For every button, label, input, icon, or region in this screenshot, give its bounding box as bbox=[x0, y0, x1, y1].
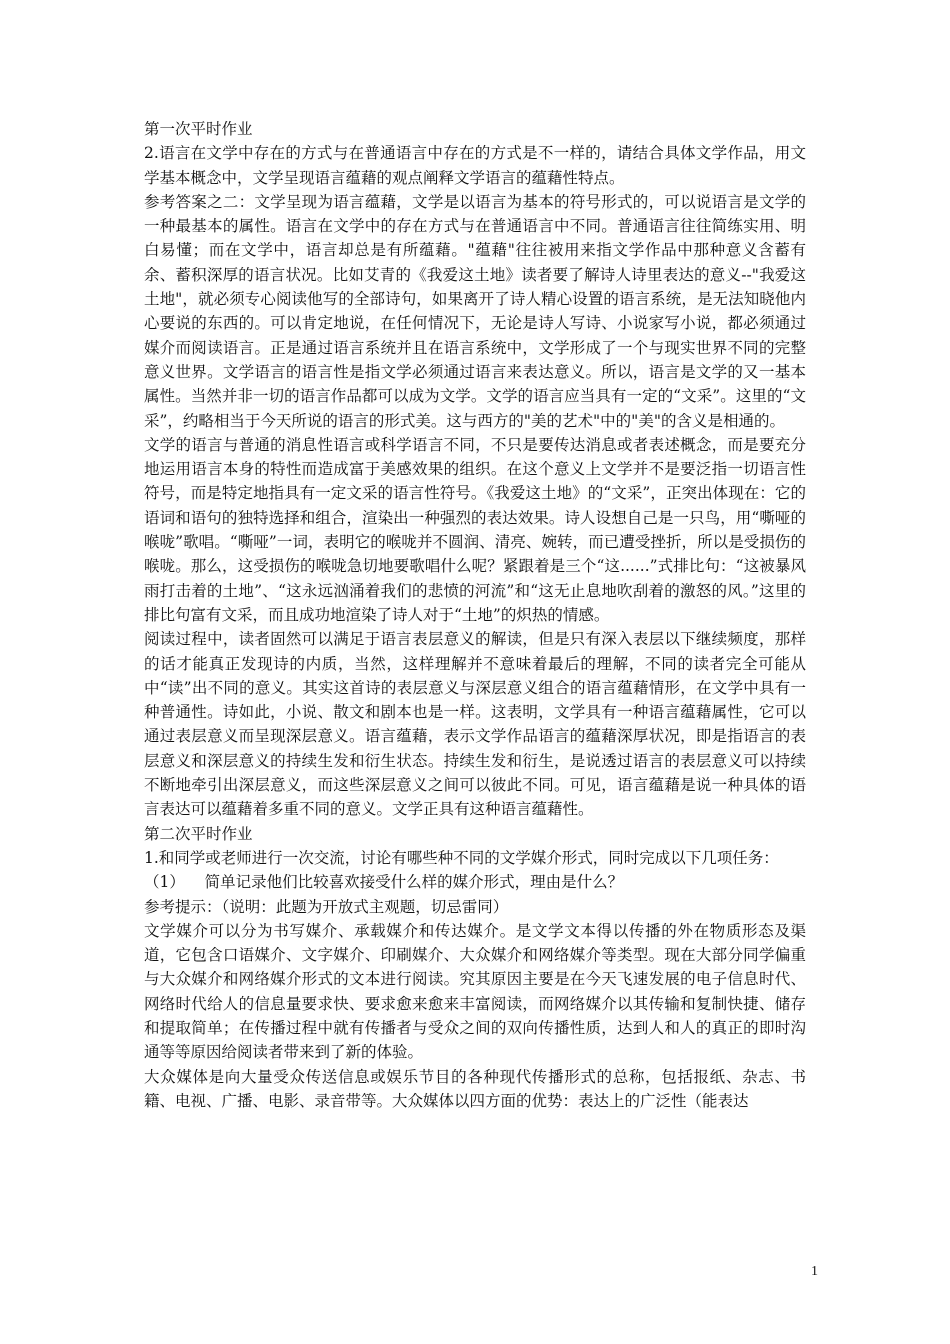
answer-hint: 参考提示：（说明：此题为开放式主观题，切忌雷同） bbox=[144, 897, 509, 916]
answer-paragraph: 参考答案之二：文学呈现为语言蕴藉，文学是以语言为基本的符号形式的，可以说语言是文学的一种最基本的属性。语言在文学中的存在方式与在普通语言中不同。普通语言往往简练实用、明白易懂；而在文学中，语言却总是有所蕴藉。"蕴藉"往往被用来指文学作品中那种意义含蓄有余、蓄积深厚的语言状况。比如艾青的《我爱这土地》读者要了解诗人诗里表达的意义--"我爱这土地"，就必须专心阅读他写的全部诗句，如果离开了诗人精心设置的语言系统，是无法知晓他内心要说的东西的。可以肯定地说，在任何情况下，无论是诗人写诗、小说家写小说，都必须通过媒介而阅读语言。正是通过语言系统并且在语言系统中，文学形成了一个与现实世界不同的完整意义世界。文学语言的语言性是指文学必须通过语言来表达意义。所以，语言是文学的又一基本属性。当然并非一切的语言作品都可以成为文学。文学的语言应当具有一定的“文采”。这里的“文采”，约略相当于今天所说的语言的形式美。这与西方的"美的艺术"中的"美"的含义是相通的。 bbox=[144, 192, 806, 430]
answer-paragraph: 文学媒介可以分为书写媒介、承载媒介和传达媒介。是文学文本得以传播的外在物质形态及渠道，它包含口语媒介、文字媒介、印刷媒介、大众媒介和网络媒介等类型。现在大部分同学偏重与大众媒介和网络媒介形式的文本进行阅读。究其原因主要是在今天飞速发展的电子信息时代、网络时代给人的信息量要求快、要求愈来愈来丰富阅读，而网络媒介以其传输和复制快捷、储存和提取简单；在传播过程中就有传播者与受众之间的双向传播性质，达到人和人的真正的即时沟通等等原因给阅读者带来到了新的体验。 bbox=[144, 921, 806, 1062]
heading-first-assignment: 第一次平时作业 bbox=[144, 120, 253, 138]
answer-paragraph: 文学的语言与普通的消息性语言或科学语言不同，不只是要传达消息或者表述概念，而是要充分地运用语言本身的特性而造成富于美感效果的组织。在这个意义上文学并不是要泛指一切语言性符号，而是特定地指具有一定文采的语言性符号。《我爱这土地》的“文采”，正突出体现在：它的语词和语句的独特选择和组合，渲染出一种强烈的表达效果。诗人设想自己是一只鸟，用“嘶哑的喉咙”歌唱。“嘶哑”一词，表明它的喉咙并不圆润、清亮、婉转，而已遭受挫折，所以是受损伤的喉咙。那么，这受损伤的喉咙急切地要歌唱什么呢？紧跟着是三个“这......”式排比句：“这被暴风雨打击着的土地”、“这永远汹涌着我们的悲愤的河流”和“这无止息地吹刮着的激怒的风。”这里的排比句富有文采，而且成功地渲染了诗人对于“土地”的炽热的情感。 bbox=[144, 435, 806, 624]
answer-paragraph: 阅读过程中，读者固然可以满足于语言表层意义的解读，但是只有深入表层以下继续频度，那样的话才能真正发现诗的内质，当然，这样理解并不意味着最后的理解，不同的读者完全可能从中“读”出不同的意义。其实这首诗的表层意义与深层意义组合的语言蕴藉情形，在文学中具有一种普通性。诗如此，小说、散文和剧本也是一样。这表明，文学具有一种语言蕴藉属性，它可以通过表层意义而呈现深层意义。语言蕴藉，表示文学作品语言的蕴藉深厚状况，即是指语言的表层意义和深层意义的持续生发和衍生状态。持续生发和衍生，是说透过语言的表层意义可以持续不断地牵引出深层意义，而这些深层意义之间可以彼此不同。可见，语言蕴藉是说一种具体的语言表达可以蕴藉着多重不同的意义。文学正具有这种语言蕴藉性。 bbox=[144, 630, 806, 819]
task-item-1: （1） 简单记录他们比较喜欢接受什么样的媒介形式，理由是什么？ bbox=[144, 873, 624, 892]
heading-second-assignment: 第二次平时作业 bbox=[144, 824, 253, 843]
question-1: 1.和同学或老师进行一次交流，讨论有哪些种不同的文学媒介形式，同时完成以下几项任务： bbox=[144, 848, 779, 867]
page-number: 1 bbox=[811, 1264, 818, 1279]
answer-paragraph: 大众媒体是向大量受众传送信息或娱乐节目的各种现代传播形式的总称，包括报纸、杂志、书籍、电视、广播、电影、录音带等。大众媒体以四方面的优势：表达上的广泛性（能表达 bbox=[144, 1067, 806, 1110]
question-2: 2.语言在文学中存在的方式与在普通语言中存在的方式是不一样的，请结合具体文学作品，用文学基本概念中，文学呈现语言蕴藉的观点阐释文学语言的蕴藉性特点。 bbox=[144, 144, 806, 187]
document-body bbox=[144, 117, 806, 1113]
